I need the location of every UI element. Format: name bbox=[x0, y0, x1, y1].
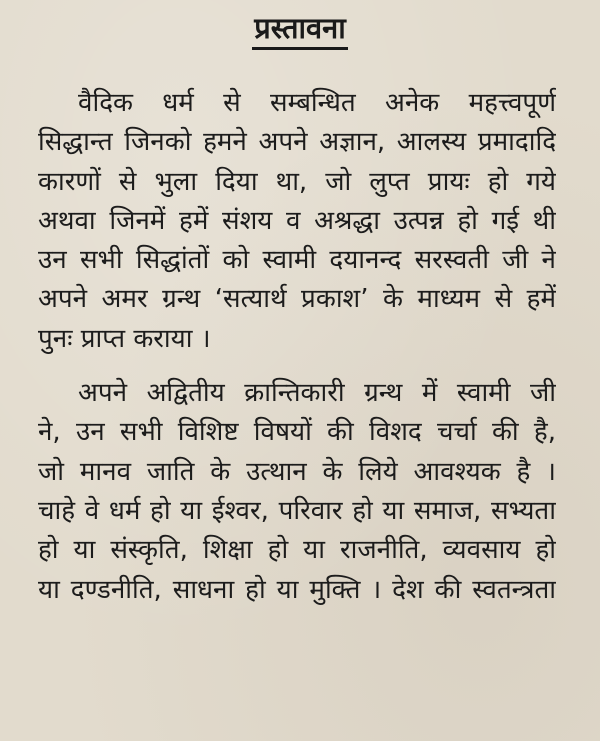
paragraph-1-line-2: सिद्धान्त जिनको हमने अपने अज्ञान, आलस्य प्रमादादि bbox=[38, 127, 556, 158]
paragraph-2-line-1: अपने अद्वितीय क्रान्तिकारी ग्रन्थ में स्वामी जी bbox=[78, 378, 556, 409]
paragraph-1-line-1: वैदिक धर्म से सम्बन्धित अनेक महत्त्वपूर्ण bbox=[78, 88, 556, 118]
paragraph-2-line-2: ने, उन सभी विशिष्ट विषयों की विशद चर्चा की है, bbox=[38, 417, 556, 448]
paragraph-2-line-5: हो या संस्कृति, शिक्षा हो या राजनीति, व्यवसाय हो bbox=[38, 535, 556, 566]
body-text bbox=[38, 84, 556, 610]
title-container bbox=[0, 10, 600, 50]
paragraph-1-line-4: अथवा जिनमें हमें संशय व अश्रद्धा उत्पन्न हो गई थी bbox=[38, 205, 556, 236]
paragraph-2-line-6: या दण्डनीति, साधना हो या मुक्ति । देश की स्वतन्त्रता bbox=[38, 574, 556, 605]
paragraph-1-line-5: उन सभी सिद्धांतों को स्वामी दयानन्द सरस्वती जी ने bbox=[38, 245, 556, 276]
paragraph-2-line-4: चाहे वे धर्म हो या ईश्वर, परिवार हो या समाज, सभ्यता bbox=[38, 495, 556, 526]
paragraph-2-line-3: जो मानव जाति के उत्थान के लिये आवश्यक है । bbox=[38, 456, 556, 487]
paragraph-1-line-7: पुनः प्राप्त कराया । bbox=[38, 323, 211, 354]
paragraph-1-line-6: अपने अमर ग्रन्थ ‘सत्यार्थ प्रकाश’ के माध्यम से हमें bbox=[38, 284, 556, 315]
paragraph-gap bbox=[38, 359, 556, 374]
page-title: प्रस्तावना bbox=[252, 10, 348, 50]
paragraph-1-line-3: कारणों से भुला दिया था, जो लुप्त प्रायः हो गये bbox=[38, 166, 556, 197]
